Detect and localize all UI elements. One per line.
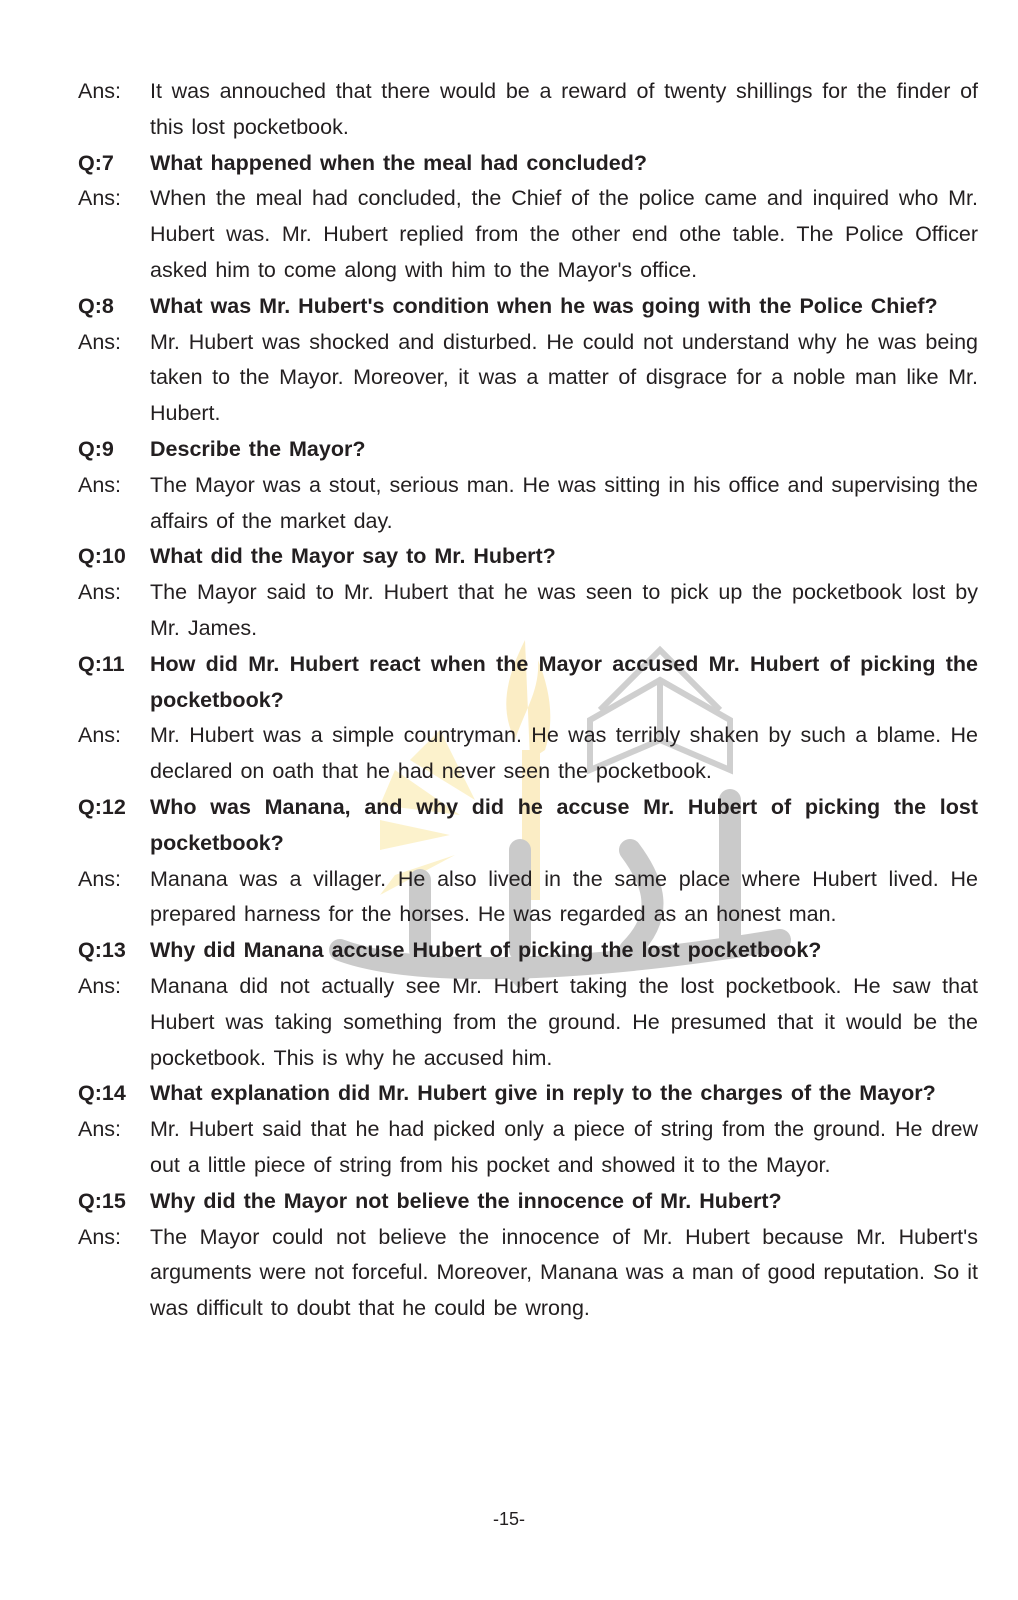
answer-text: The Mayor said to Mr. Hubert that he was seen to pick up the pocketbook lost by Mr. James. [150, 580, 978, 640]
answer-label: Ans: [78, 1117, 122, 1142]
question-text: What explanation did Mr. Hubert give in reply to the charges of the Mayor? [150, 1081, 936, 1106]
question-label: Q:9 [78, 436, 114, 461]
qa-list [78, 74, 978, 1327]
answer-entry [78, 468, 978, 540]
answer-text: The Mayor could not believe the innocence of Mr. Hubert because Mr. Hubert's arguments were not forceful. Moreover, Manana was a man of good reputation. So it was difficult to doubt that he could be wrong. [150, 1224, 978, 1321]
answer-text: When the meal had concluded, the Chief of the police came and inquired who Mr. Hubert was. Mr. Hubert replied from the other end othe table. The Police Officer asked him to come along with him to the Mayor's office. [150, 186, 978, 282]
question-entry [78, 1076, 978, 1112]
answer-entry [78, 74, 978, 146]
answer-label: Ans: [78, 472, 122, 497]
answer-text: Mr. Hubert was shocked and disturbed. He could not understand why he was being taken to the Mayor. Moreover, it was a matter of disgrace for a noble man like Mr. Hubert. [150, 329, 978, 426]
answer-text: Mr. Hubert was a simple countryman. He was terribly shaken by such a blame. He declared on oath that he had never seen the pocketbook. [150, 723, 978, 784]
question-label: Q:10 [78, 544, 126, 569]
question-label: Q:14 [78, 1081, 126, 1106]
question-text: Why did Manana accuse Hubert of picking the lost pocketbook? [150, 938, 822, 963]
question-entry [78, 933, 978, 969]
question-entry [78, 289, 978, 325]
question-label: Q:7 [78, 150, 114, 175]
answer-text: The Mayor was a stout, serious man. He was sitting in his office and supervising the affairs of the market day. [150, 472, 978, 533]
answer-label: Ans: [78, 329, 122, 354]
answer-label: Ans: [78, 1224, 122, 1249]
question-text: How did Mr. Hubert react when the Mayor accused Mr. Hubert of picking the pocketbook? [150, 651, 978, 712]
answer-text: Manana did not actually see Mr. Hubert taking the lost pocketbook. He saw that Hubert was taking something from the ground. He presumed that it would be the pocketbook. This is why he accused him. [150, 973, 978, 1070]
question-entry [78, 647, 978, 719]
answer-entry [78, 718, 978, 790]
question-text: Why did the Mayor not believe the innocence of Mr. Hubert? [150, 1188, 782, 1213]
answer-entry [78, 575, 978, 647]
answer-entry [78, 181, 978, 288]
answer-entry [78, 1112, 978, 1184]
question-entry [78, 1184, 978, 1220]
answer-text: Manana was a villager. He also lived in the same place where Hubert lived. He prepared harness for the horses. He was regarded as an honest man. [150, 866, 978, 927]
answer-entry [78, 1220, 978, 1327]
answer-entry [78, 969, 978, 1076]
question-label: Q:8 [78, 293, 114, 318]
answer-label: Ans: [78, 973, 122, 998]
question-text: Describe the Mayor? [150, 436, 366, 461]
question-entry [78, 790, 978, 862]
question-text: Who was Manana, and why did he accuse Mr. Hubert of picking the lost pocketbook? [150, 794, 978, 855]
question-label: Q:15 [78, 1188, 126, 1213]
answer-label: Ans: [78, 866, 122, 891]
answer-label: Ans: [78, 186, 122, 211]
question-label: Q:13 [78, 938, 126, 963]
question-text: What did the Mayor say to Mr. Hubert? [150, 544, 556, 569]
question-label: Q:12 [78, 794, 126, 819]
question-label: Q:11 [78, 651, 125, 676]
answer-entry [78, 325, 978, 432]
answer-text: It was annouched that there would be a reward of twenty shillings for the finder of this lost pocketbook. [150, 79, 978, 139]
answer-label: Ans: [78, 580, 122, 605]
question-text: What happened when the meal had concluded? [150, 150, 647, 175]
answer-entry [78, 862, 978, 934]
answer-label: Ans: [78, 723, 122, 748]
question-text: What was Mr. Hubert's condition when he was going with the Police Chief? [150, 293, 938, 318]
answer-label: Ans: [78, 79, 122, 103]
question-entry [78, 432, 978, 468]
answer-text: Mr. Hubert said that he had picked only a piece of string from the ground. He drew out a little piece of string from his pocket and showed it to the Mayor. [150, 1117, 978, 1177]
page-number: -15- [492, 1509, 525, 1529]
question-entry [78, 539, 978, 575]
question-entry [78, 146, 978, 182]
